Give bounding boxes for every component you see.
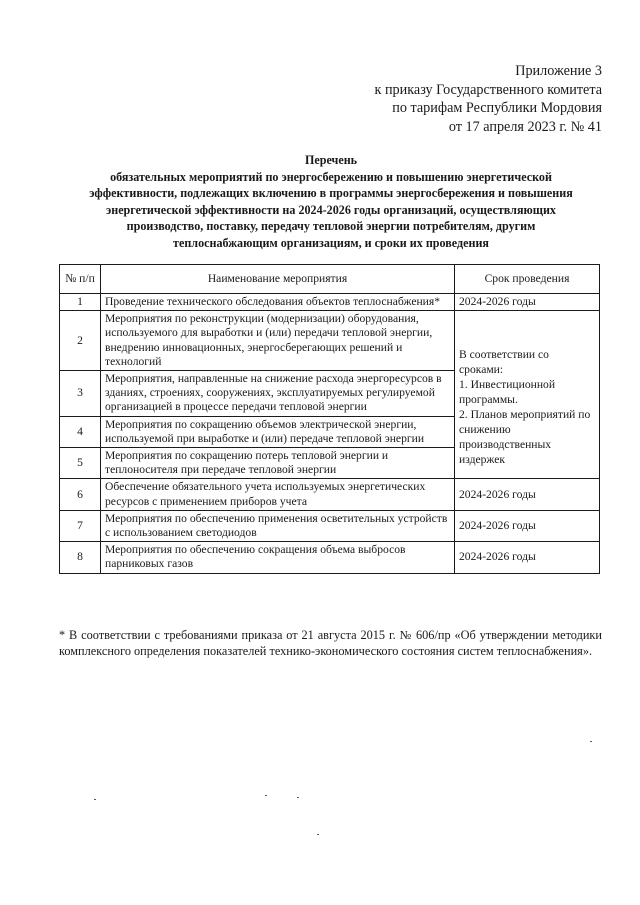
header-name: Наименование мероприятия	[101, 265, 455, 294]
row-term: 2024-2026 годы	[455, 542, 600, 573]
heading-title: Перечень	[304, 153, 358, 167]
appendix-line-1: Приложение 3	[515, 63, 602, 79]
table-row	[60, 510, 600, 541]
header-term: Срок проведения	[455, 265, 600, 294]
scan-speck	[94, 799, 96, 800]
row-num: 1	[60, 294, 101, 311]
appendix-line-4: от 17 апреля 2023 г. № 41	[448, 118, 602, 135]
heading-line-3: энергетической эффективности на 2024-2026 годы организаций, осуществляющих	[106, 202, 556, 217]
appendix-line-3: по тарифам Республики Мордовия	[392, 100, 602, 116]
header-num: № п/п	[60, 265, 101, 294]
scan-speck	[265, 795, 267, 796]
heading-line-5: теплоснабжающим организациям, и сроки их проведения	[173, 235, 489, 250]
appendix-block	[375, 62, 603, 136]
table-row	[60, 542, 600, 573]
row-name: Обеспечение обязательного учета используемых энергетических ресурсов с применением приборов учета	[101, 479, 455, 510]
row-name: Проведение технического обследования объектов теплоснабжения*	[101, 294, 455, 311]
row-num: 2	[60, 311, 101, 371]
row-name: Мероприятия по сокращению объемов электрической энергии, используемой при выработке и (или) передаче тепловой энергии	[101, 416, 455, 447]
appendix-line-2: к приказу Государственного комитета	[374, 81, 602, 98]
table-header-row	[60, 265, 600, 294]
table-row	[60, 479, 600, 510]
merged-term-line-2: 1. Инвестиционной программы.	[459, 378, 556, 407]
row-num: 7	[60, 510, 101, 541]
row-term: 2024-2026 годы	[455, 479, 600, 510]
merged-term-line-1: В соответствии со сроками:	[459, 348, 549, 377]
row-name: Мероприятия по реконструкции (модернизации) оборудования, используемого для выработки и (или) передачи тепловой энергии, внедрению инновационных, энергосберегающих решений и технологий	[101, 311, 455, 371]
scan-speck	[590, 741, 592, 742]
table-row	[60, 294, 600, 311]
heading-line-2: эффективности, подлежащих включению в программы энергосбережения и повышения	[89, 186, 573, 201]
row-term: 2024-2026 годы	[455, 294, 600, 311]
row-num: 5	[60, 448, 101, 479]
row-num: 3	[60, 371, 101, 417]
heading-line-4: производство, поставку, передачу тепловой энергии потребителям, другим	[126, 219, 536, 234]
row-name: Мероприятия по обеспечению сокращения объема выбросов парниковых газов	[101, 542, 455, 573]
table-row	[60, 311, 600, 371]
row-name: Мероприятия, направленные на снижение расхода энергоресурсов в зданиях, строениях, сооружениях, эксплуатируемых регулируемой организацией в процессе передачи тепловой энергии	[101, 371, 455, 417]
scan-speck	[317, 834, 319, 835]
document-heading	[60, 152, 602, 252]
merged-term-line-3: 2. Планов мероприятий по снижению производственных издержек	[459, 408, 591, 467]
row-term: 2024-2026 годы	[455, 510, 600, 541]
merged-term-cell	[455, 311, 600, 479]
row-num: 6	[60, 479, 101, 510]
row-name: Мероприятия по обеспечению применения осветительных устройств с использованием светодиодов	[101, 510, 455, 541]
row-name: Мероприятия по сокращению потерь тепловой энергии и теплоносителя при передаче тепловой энергии	[101, 448, 455, 479]
scan-speck	[297, 797, 299, 798]
heading-line-1: обязательных мероприятий по энергосбережению и повышению энергетической	[110, 169, 552, 184]
footnote: * В соответствии с требованиями приказа от 21 августа 2015 г. № 606/пр «Об утверждении методики комплексного определения показателей технико-экономического состояния систем теплоснабжения».	[59, 628, 602, 659]
measures-table	[59, 264, 600, 574]
row-num: 4	[60, 416, 101, 447]
row-num: 8	[60, 542, 101, 573]
